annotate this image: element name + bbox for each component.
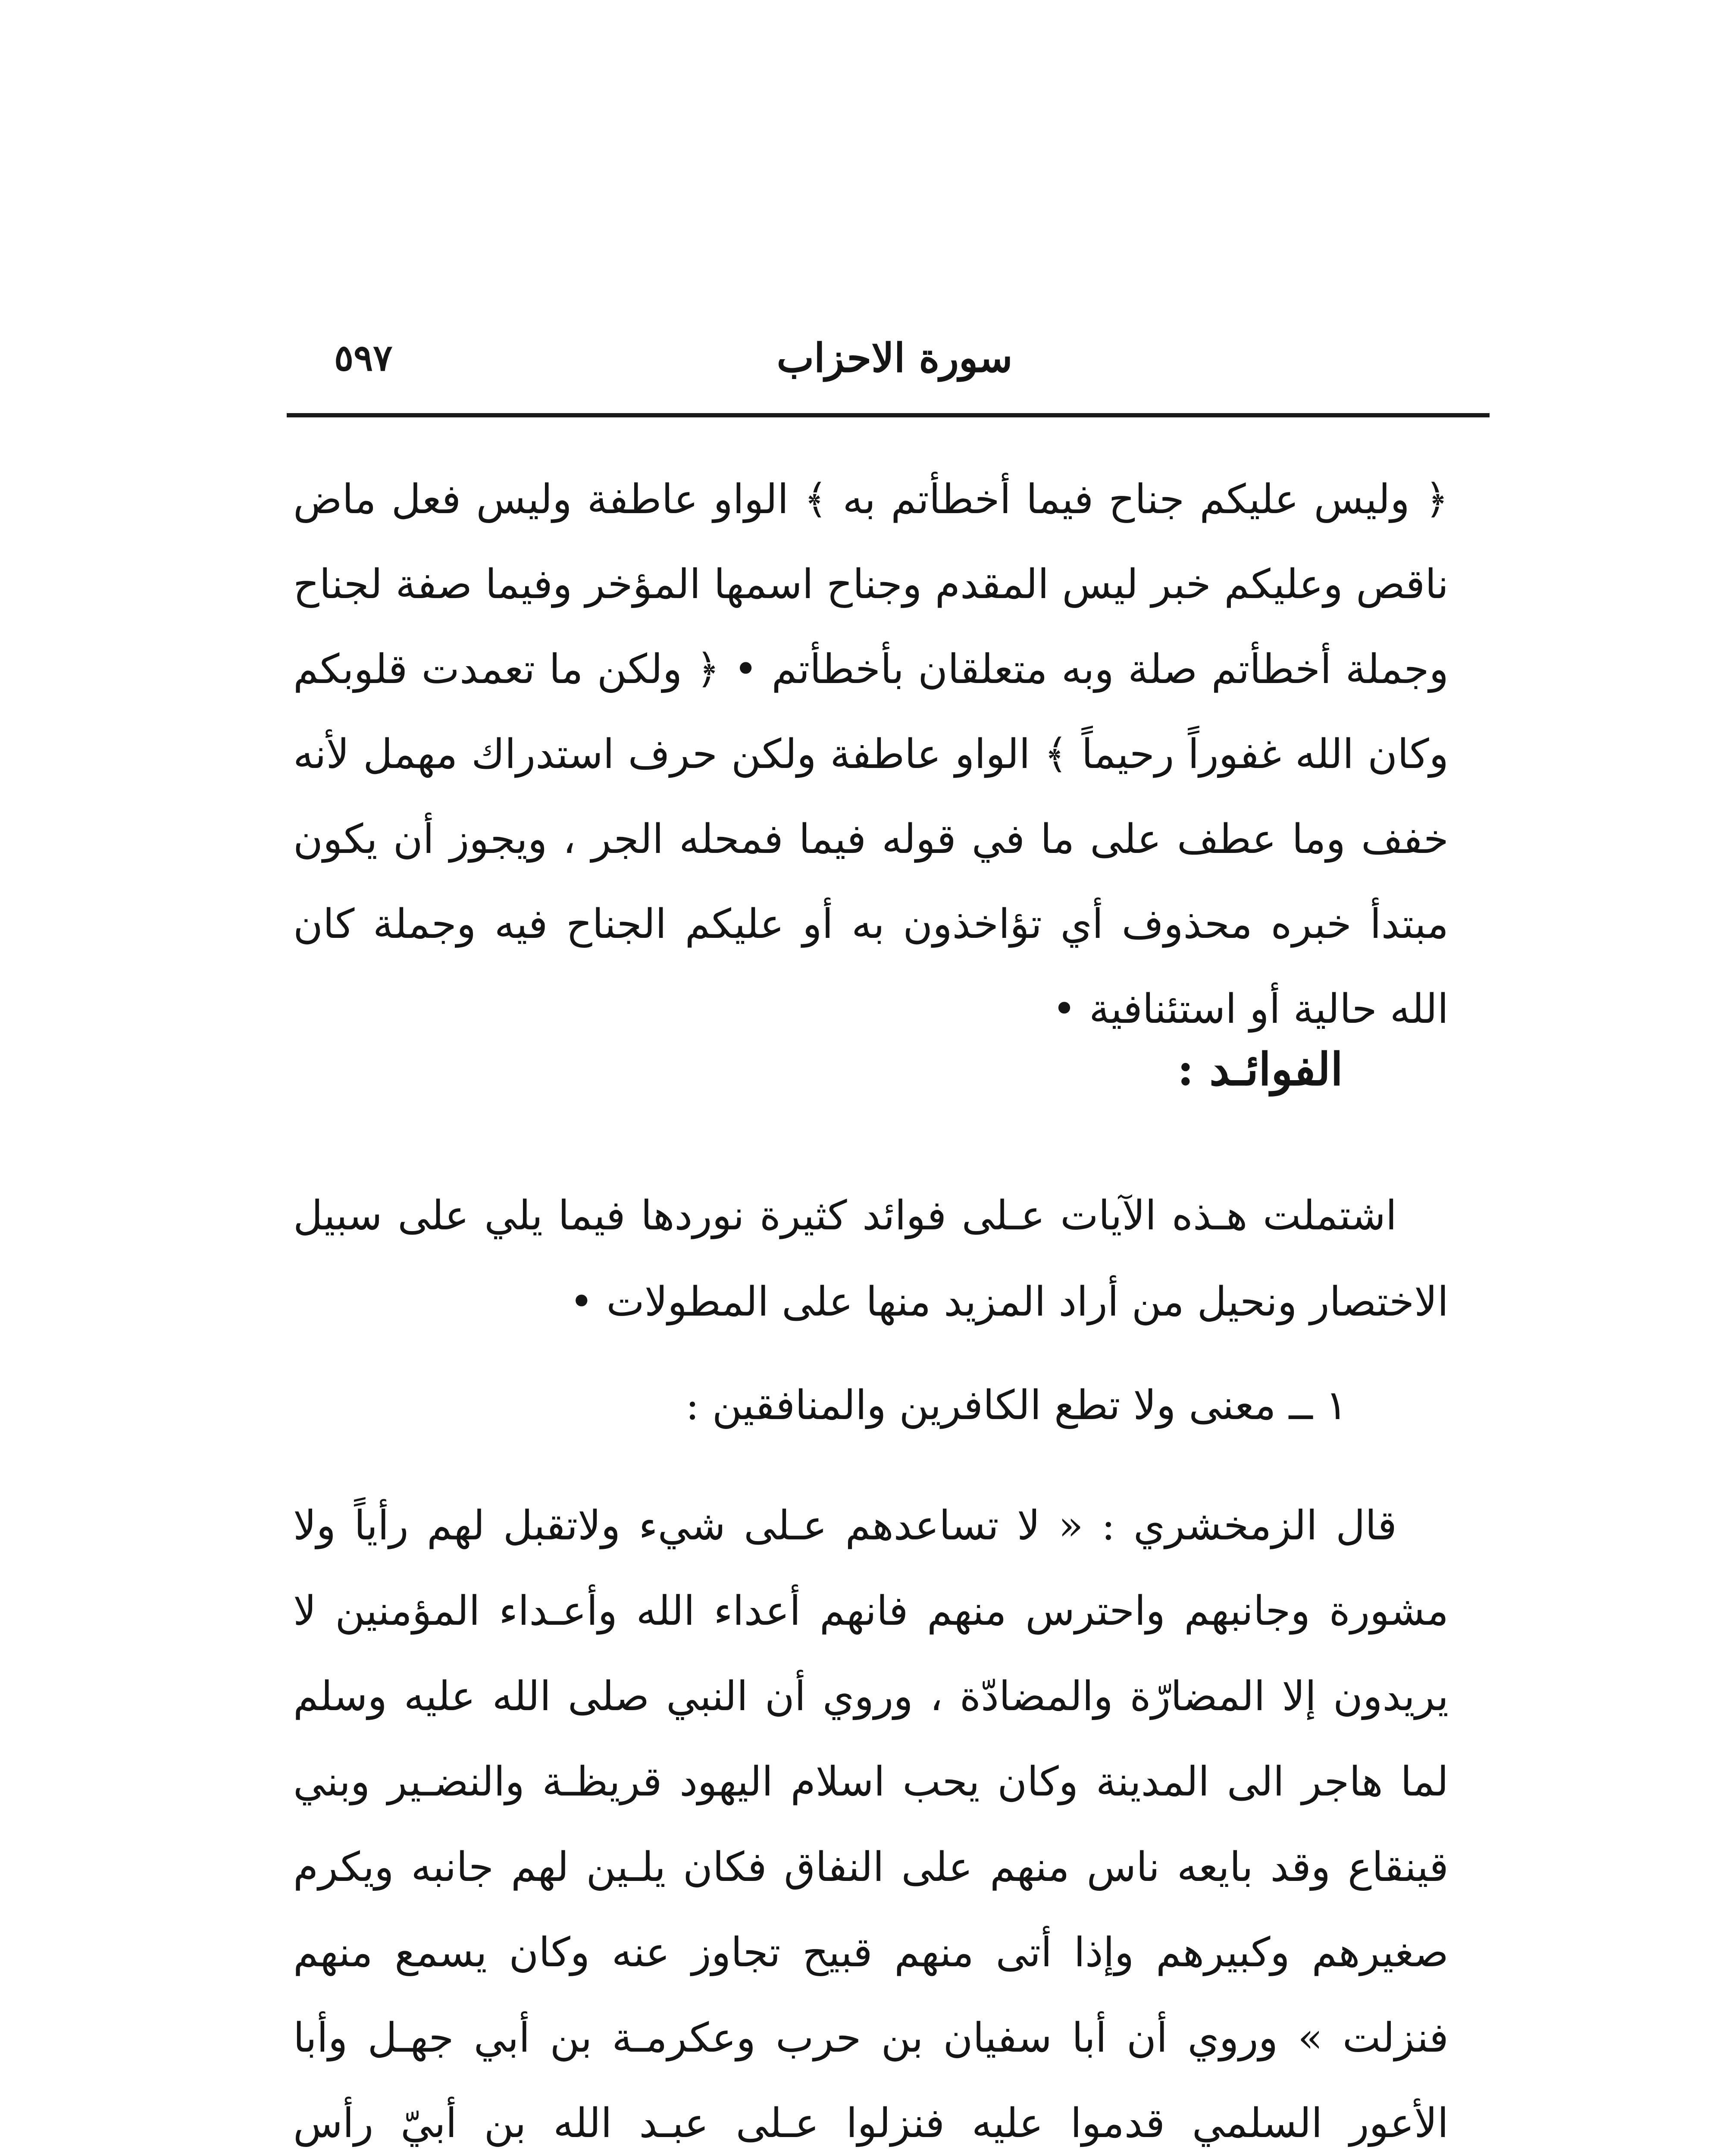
section-heading-benefits: الفوائـد : bbox=[1177, 1043, 1343, 1096]
zamakhshari-paragraph: قال الزمخشري : « لا تساعدهم عـلى شيء ولاتقبل لهم رأياً ولا مشورة وجانبهم واحترس منهم فانهم أعداء الله وأعـداء المؤمنين لا يريدون إلا المضارّة والمضادّة ، وروي أن النبي صلى الله عليه وسلم لما هاجر الى المدينة وكان يحب اسلام اليهود قريظـة والنضـير وبني قينقاع وقد بايعه ناس منهم على النفاق فكان يلـين لهم جانبه ويكرم صغيرهم وكبيرهم وإذا أتى منهم قبيح تجاوز عنه وكان يسمع منهم فنزلت » وروي أن أبا سفيان بن حرب وعكرمـة بن أبي جهـل وأبا الأعور السلمي قدموا عليه فنزلوا عـلى عبـد الله بن أبيّ رأس bbox=[293, 1502, 1449, 2147]
header-rule bbox=[287, 413, 1490, 417]
surah-title: سورة الاحزاب bbox=[776, 335, 1013, 381]
numbered-subheading: ١ ــ معنى ولا تطع الكافرين والمنافقين : bbox=[686, 1382, 1347, 1429]
intro-paragraph: اشتملت هـذه الآيات عـلى فوائد كثيرة نوردها فيما يلي على سبيل الاختصار ونحيل من أراد المزيد منها على المطولات • bbox=[293, 1192, 1449, 1326]
grammar-paragraph: ﴿ وليس عليكم جناح فيما أخطأتم به ﴾ الواو عاطفة وليس فعل ماض ناقص وعليكم خبر ليس المقدم وجناح اسمها المؤخر وفيما صفة لجناح وجملة أخطأتم صلة وبه متعلقان بأخطأتم • ﴿ ولكن ما تعمدت قلوبكم وكان الله غفوراً رحيماً ﴾ الواو عاطفة ولكن حرف استدراك مهمل لأنه خفف وما عطف على ما في قوله فيما فمحله الجر ، ويجوز أن يكون مبتدأ خبره محذوف أي تؤاخذون به أو عليكم الجناح فيه وجملة كان الله حالية أو استئنافية • bbox=[293, 476, 1449, 1033]
running-header bbox=[287, 332, 1490, 384]
page-number: ٥٩٧ bbox=[334, 336, 393, 379]
